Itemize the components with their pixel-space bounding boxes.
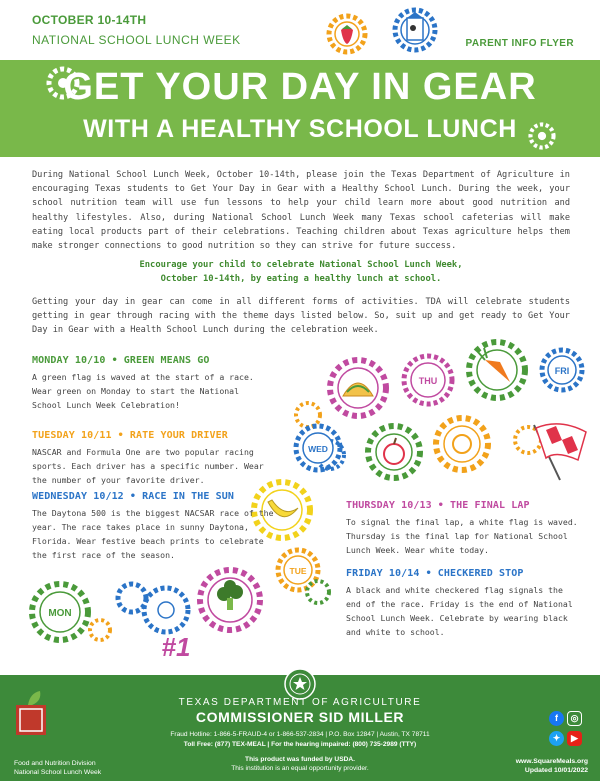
gear-label-tue: TUE	[289, 566, 307, 576]
day-title: FRIDAY 10/14 • CHECKERED STOP	[346, 568, 524, 579]
broccoli-gear-icon	[200, 570, 260, 630]
gear-icon	[90, 620, 110, 640]
updated-date: Updated 10/01/2022	[524, 767, 588, 774]
day-tuesday	[32, 430, 272, 487]
gear-icon	[296, 403, 320, 427]
carrot-gear-icon	[469, 342, 525, 398]
funding-note: This product was funded by USDA.	[245, 756, 355, 763]
gear-label-fri: FRI	[554, 366, 570, 376]
fraud-hotline: Fraud Hotline: 1-866-5-FRAUD-4 or 1-866-537-2834 | P.O. Box 12847 | Austin, TX 78711	[170, 731, 430, 738]
day-title: WEDNESDAY 10/12 • RACE IN THE SUN	[32, 491, 234, 502]
day-wednesday	[32, 491, 277, 562]
day-text: NASCAR and Formula One are two popular racing sports. Each driver has a specific number. Wear the number of your favorite driver.	[32, 447, 264, 485]
gear-label-mon: MON	[48, 608, 72, 619]
twitter-icon[interactable]: ✦	[549, 731, 564, 746]
instagram-icon[interactable]: ◎	[567, 711, 582, 726]
day-text: A green flag is waved at the start of a race. Wear green on Monday to start the National School Lunch Week Celebration!	[32, 372, 254, 410]
cta-line-2: October 10-14th, by eating a healthy lunch at school.	[160, 274, 442, 284]
intro-paragraph: During National School Lunch Week, October 10-14th, please join the Texas Department of Agriculture in encouraging Texas students to Get Your Day in Gear with a Healthy School Lunch. During the week, your school nutrition team will use fun lessons to help your child learn more about good nutrition and healthy lifestyles. Also, during National School Lunch Week many Texas school cafeterias will make eating local products part of their celebrations. Teaching children about Texas agriculture helps them make stronger connections to good nutrition so they can strive for future success.	[32, 170, 570, 252]
day-friday	[346, 568, 581, 639]
division-name: Food and Nutrition Division	[14, 760, 96, 767]
department-name: TEXAS DEPARTMENT OF AGRICULTURE	[178, 697, 422, 708]
tda-seal-icon	[280, 667, 320, 701]
website-link[interactable]: www.SquareMeals.org	[515, 758, 588, 765]
thu-gear-icon	[404, 356, 452, 404]
cta-line-1: Encourage your child to celebrate National School Lunch Week,	[139, 260, 463, 270]
footer	[0, 675, 600, 781]
milk-gear-icon	[395, 10, 435, 50]
racing-paragraph: Getting your day in gear can come in all different forms of activities. TDA will celebrate students getting in gear through racing with the theme days listed below. So, suit up and get ready to Get Your Day in Gear with a Health School Lunch during the celebration week.	[32, 297, 570, 336]
number-one-label: #1	[161, 632, 191, 662]
day-thursday	[346, 500, 581, 557]
parent-info-label: PARENT INFO FLYER	[465, 38, 574, 49]
page-subtitle: WITH A HEALTHY SCHOOL LUNCH	[83, 115, 517, 143]
commissioner-name: COMMISSIONER SID MILLER	[195, 709, 405, 725]
week-line: NATIONAL SCHOOL LUNCH WEEK	[32, 33, 241, 47]
facebook-icon[interactable]: f	[549, 711, 564, 726]
day-title: THURSDAY 10/13 • THE FINAL LAP	[346, 500, 530, 511]
date-line: OCTOBER 10-14TH	[32, 13, 147, 27]
toll-free-line: Toll Free: (877) TEX-MEAL | For the hearing impaired: (800) 735-2989 (TTY)	[183, 741, 417, 748]
mon-gear-icon	[32, 584, 88, 640]
division-info	[14, 759, 101, 777]
day-monday	[32, 355, 272, 412]
youtube-icon[interactable]: ▶	[567, 731, 582, 746]
program-name: National School Lunch Week	[14, 769, 102, 776]
title-banner	[0, 60, 600, 157]
taco-gear-icon	[330, 360, 386, 416]
page-title: GET YOUR DAY IN GEAR	[63, 66, 537, 108]
wed-gear-icon	[296, 426, 340, 470]
gear-icon	[307, 581, 329, 603]
gear-label-wed: WED	[308, 444, 328, 454]
website-info	[516, 757, 588, 775]
day-text: The Daytona 500 is the biggest NACSAR race of the year. The race takes place in sunny Daytona, Florida. Wear festive beach prints to celebrate the first race of the season.	[32, 508, 274, 560]
food-gears-illustration	[325, 4, 445, 60]
apple-gear-icon	[368, 426, 420, 478]
header	[0, 0, 600, 60]
day-title: TUESDAY 10/11 • RATE YOUR DRIVER	[32, 430, 228, 441]
strawberry-gear-icon	[329, 16, 365, 52]
day-text: A black and white checkered flag signals the end of the race. Friday is the end of National School Lunch Week. Celebrate by wearing black and white to school.	[346, 585, 573, 637]
call-to-action	[32, 258, 570, 286]
fri-gear-icon	[542, 350, 582, 390]
day-title: MONDAY 10/10 • GREEN MEANS GO	[32, 355, 210, 366]
gear-label-thu: THU	[418, 376, 438, 386]
equal-opportunity-note: This institution is an equal opportunity provider.	[231, 765, 369, 772]
day-text: To signal the final lap, a white flag is waved. Thursday is the final lap for National School Lunch Week. Wear white today.	[346, 517, 578, 555]
orange-gear-icon	[436, 418, 488, 470]
flag-icon	[534, 424, 586, 480]
